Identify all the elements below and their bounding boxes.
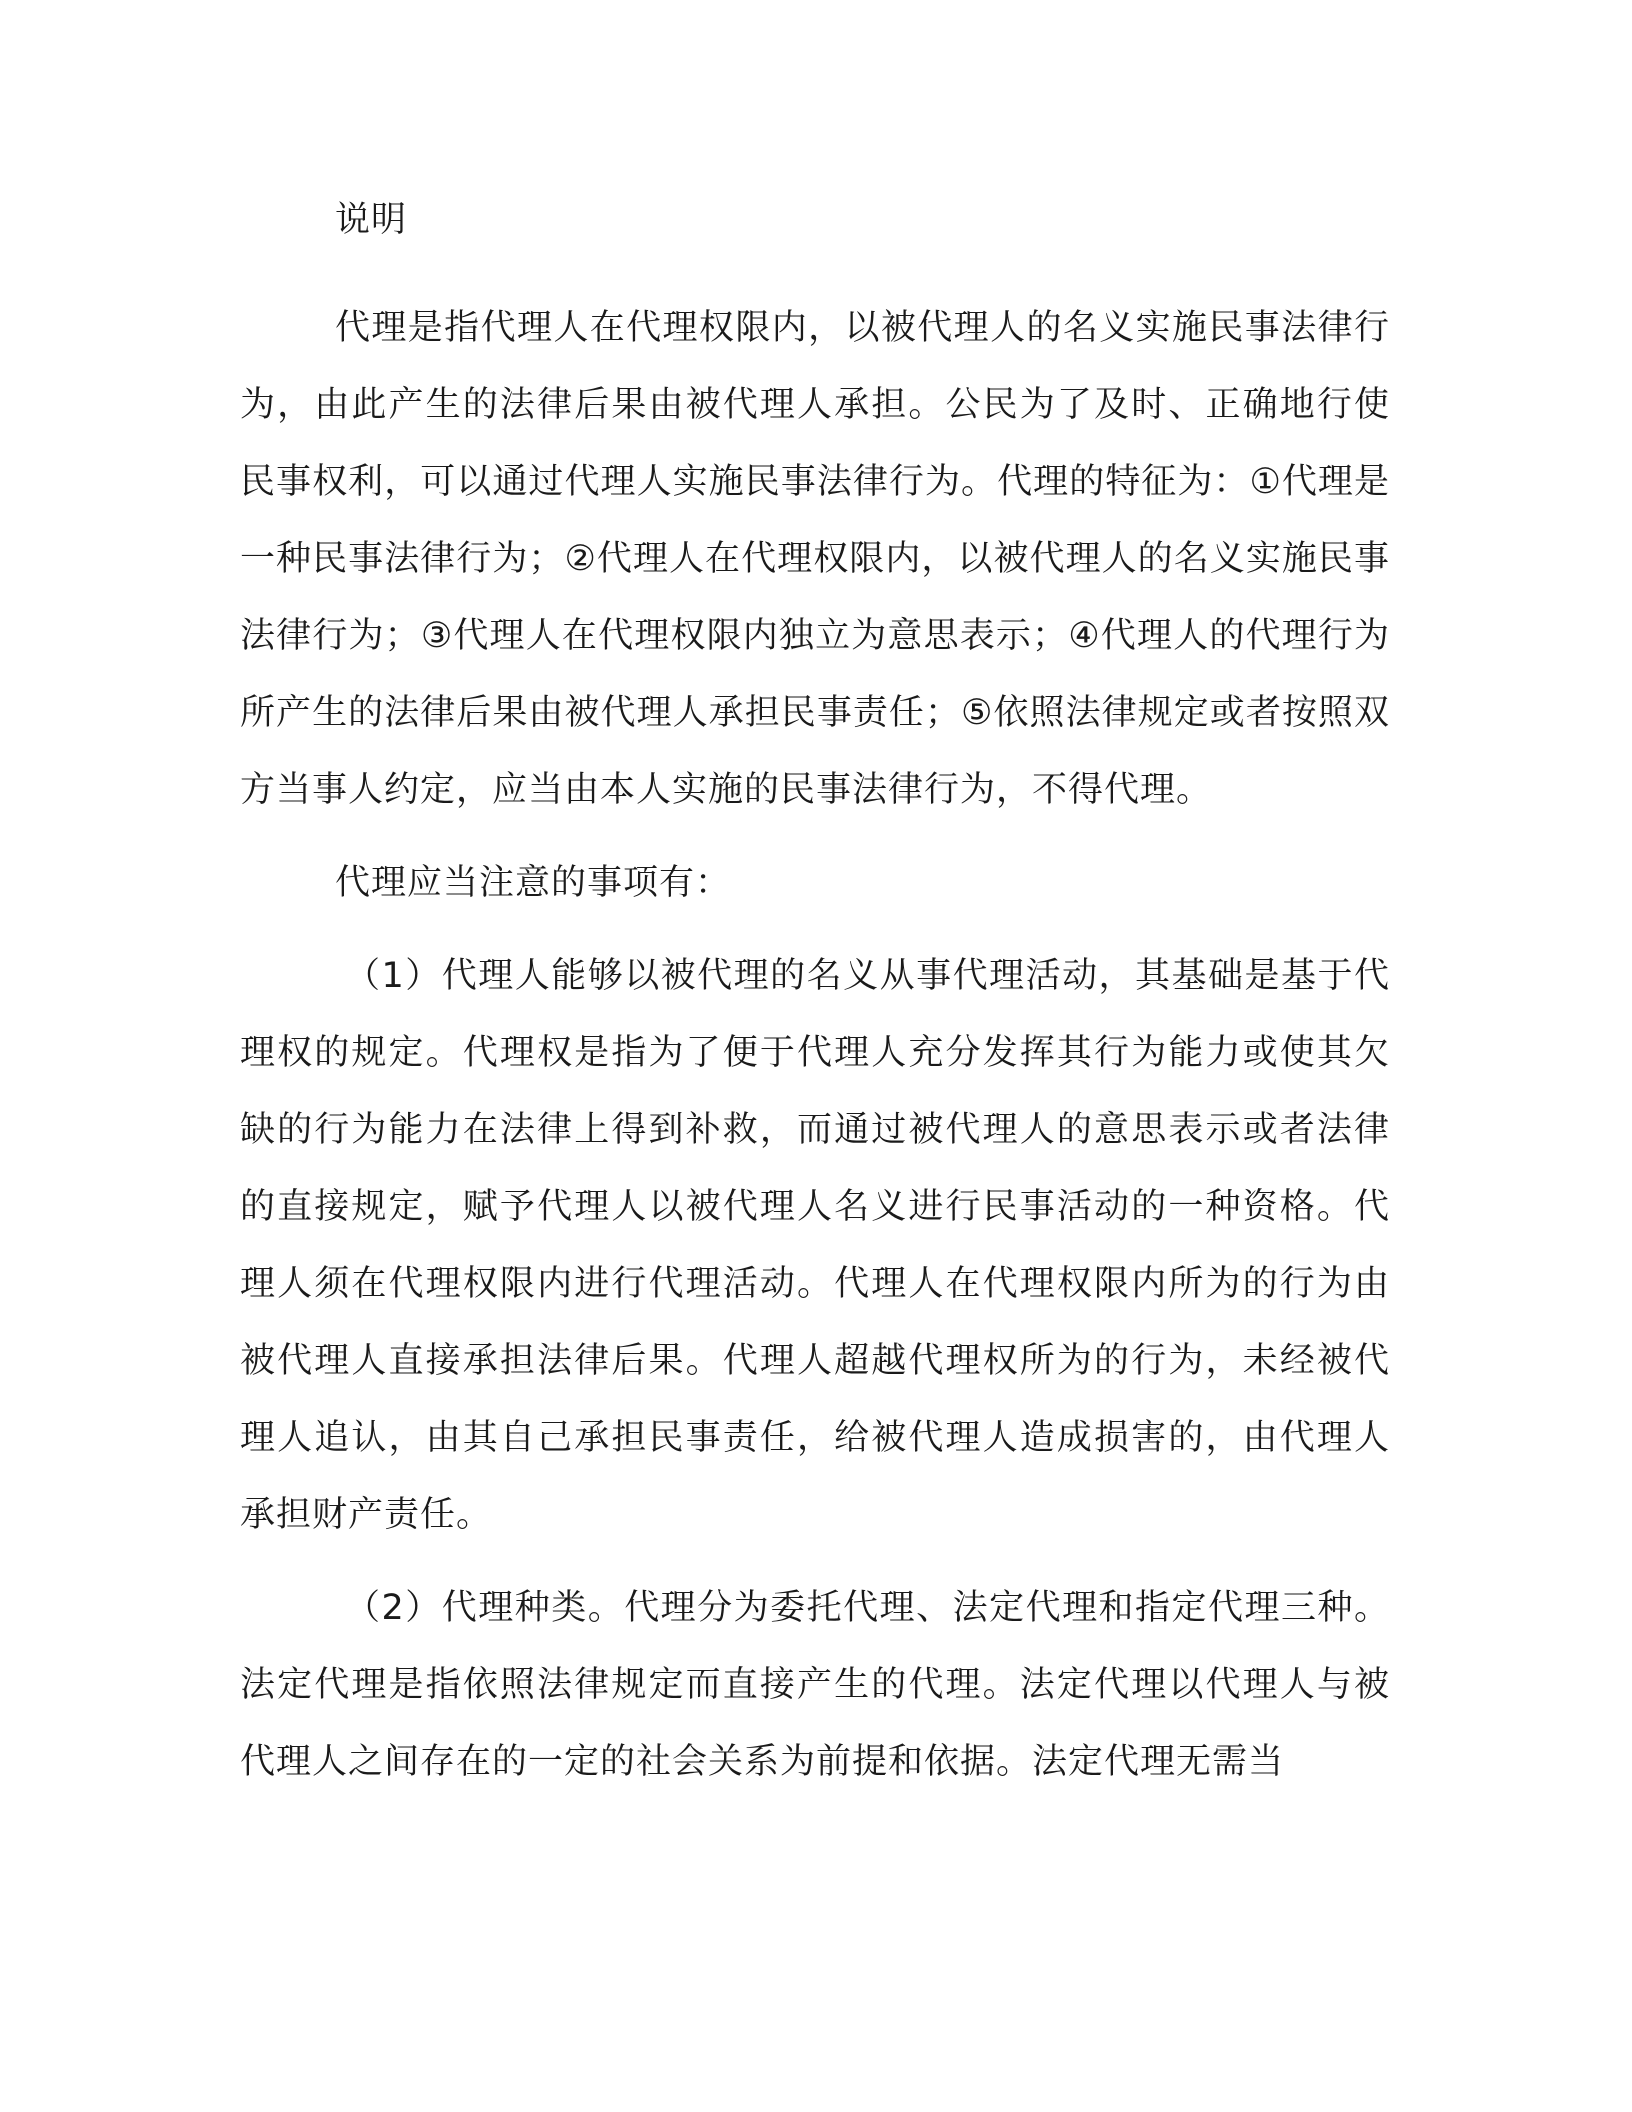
document-heading: 说明 — [335, 200, 408, 240]
document-body — [240, 190, 1390, 1817]
paragraph-definition: 代理是指代理人在代理权限内，以被代理人的名义实施民事法律行为，由此产生的法律后果由被代理人承担。公民为了及时、正确地行使民事权利，可以通过代理人实施民事法律行为。代理的特征为：①代理是一种民事法律行为；②代理人在代理权限内，以被代理人的名义实施民事法律行为；③代理人在代理权限内独立为意思表示；④代理人的代理行为所产生的法律后果由被代理人承担民事责任；⑤依照法律规定或者按照双方当事人约定，应当由本人实施的民事法律行为，不得代理。 — [240, 308, 1390, 810]
paragraph-notes-intro: 代理应当注意的事项有： — [335, 863, 732, 903]
paragraph-item-2: （2）代理种类。代理分为委托代理、法定代理和指定代理三种。法定代理是指依照法律规定而直接产生的代理。法定代理以代理人与被代理人之间存在的一定的社会关系为前提和依据。法定代理无需当 — [240, 1588, 1390, 1782]
paragraph-item-1: （1）代理人能够以被代理的名义从事代理活动，其基础是基于代理权的规定。代理权是指为了便于代理人充分发挥其行为能力或使其欠缺的行为能力在法律上得到补救，而通过被代理人的意思表示或者法律的直接规定，赋予代理人以被代理人名义进行民事活动的一种资格。代理人须在代理权限内进行代理活动。代理人在代理权限内所为的行为由被代理人直接承担法律后果。代理人超越代理权所为的行为，未经被代理人追认，由其自己承担民事责任，给被代理人造成损害的，由代理人承担财产责任。 — [240, 956, 1390, 1535]
